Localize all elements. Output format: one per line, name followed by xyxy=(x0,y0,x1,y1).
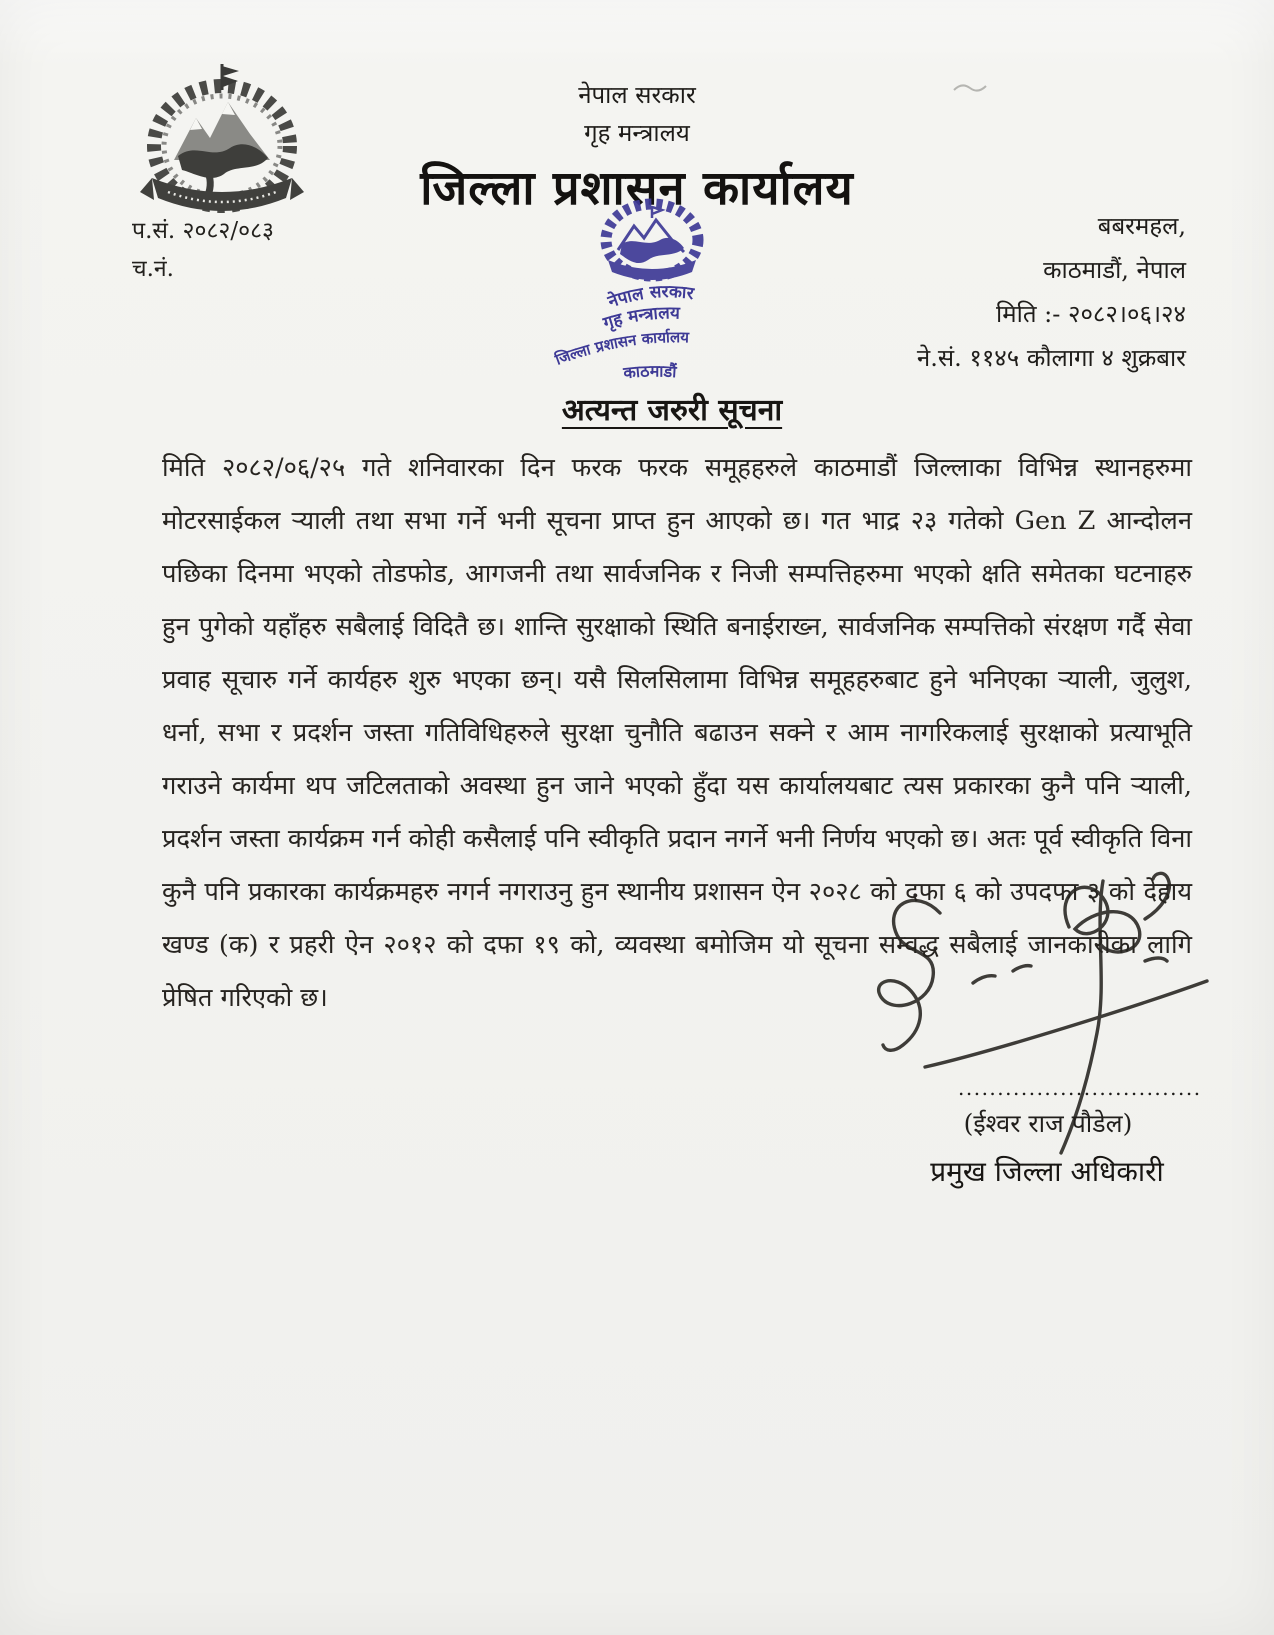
scan-artifact xyxy=(950,78,990,98)
subject-heading: अत्यन्त जरुरी सूचना xyxy=(561,393,783,428)
office-stamp-icon xyxy=(538,198,758,388)
stamp-line1: नेपाल सरकार xyxy=(605,281,696,313)
ref-number: प.सं. २०८२/०८३ xyxy=(132,218,275,244)
reference-block xyxy=(132,212,274,288)
address-date-block xyxy=(917,204,1186,380)
stamp-line2: गृह मन्त्रालय xyxy=(601,303,681,334)
signatory-name: (ईश्वर राज पौडेल) xyxy=(963,1109,1133,1138)
office-title: जिल्ला प्रशासन कार्यालय xyxy=(420,161,854,216)
stamp-line3: जिल्ला प्रशासन कार्यालय xyxy=(552,328,690,369)
letter-number: च.नं. xyxy=(132,256,174,282)
address-line1: बबरमहल, xyxy=(1097,212,1186,240)
signatory-title: प्रमुख जिल्ला अधिकारी xyxy=(930,1155,1164,1188)
stamp-line4: काठमाडौं xyxy=(622,361,678,383)
signature-dotted-line: ............................... xyxy=(958,1076,1202,1100)
date-line: मिति :- २०८२।०६।२४ xyxy=(996,300,1186,328)
letter-body: मिति २०८२/०६/२५ गते शनिवारका दिन फरक फरक समूहहरुले काठमाडौं जिल्लाका विभिन्न स्थानहरुमा मोटरसाईकल ऱ्याली तथा सभा गर्ने भनी सूचना प्राप्त हुन आएको छ। गत भाद्र २३ गतेको Gen Z आन्दोलन पछिका दिनमा भएको तोडफोड, आगजनी तथा सार्वजनिक र निजी सम्पत्तिहरुमा भएको क्षति समेतका घटनाहरु हुन पुगेको यहाँहरु सबैलाई विदितै छ। शान्ति सुरक्षाको स्थिति बनाईराख्न, सार्वजनिक सम्पत्तिको संरक्षण गर्दै सेवा प्रवाह सूचारु गर्ने कार्यहरु शुरु भएका छन्। यसै सिलसिलामा विभिन्न समूहहरुबाट हुने भनिएका ऱ्याली, जुलुश, धर्ना, सभा र प्रदर्शन जस्ता गतिविधिहरुले सुरक्षा चुनौति बढाउन सक्ने र आम नागरिकलाई सुरक्षाको प्रत्याभूति गराउने कार्यमा थप जटिलताको अवस्था हुन जाने भएको हुँदा यस कार्यालयबाट त्यस प्रकारका कुनै पनि ऱ्याली, प्रदर्शन जस्ता कार्यक्रम गर्न कोही कसैलाई पनि स्वीकृति प्रदान नगर्ने भनी निर्णय भएको छ। अतः पूर्व स्वीकृति विना कुनै पनि प्रकारका कार्यक्रमहरु नगर्न नगराउनु हुन स्थानीय प्रशासन ऐन २०२८ को दफा ६ को उपदफा ३ को देहाय खण्ड (क) र प्रहरी ऐन २०१२ को दफा १९ को, व्यवस्था बमोजिम यो सूचना सम्वद्ध सबैलाई जानकारीका लागि प्रेषित गरिएको छ। xyxy=(162,453,1192,1013)
government-name: नेपाल सरकार xyxy=(578,81,696,109)
ministry-name: गृह मन्त्रालय xyxy=(584,119,690,147)
nepal-sambat-line: ने.सं. ११४५ कौलागा ४ शुक्रबार xyxy=(916,344,1186,372)
address-line2: काठमाडौं, नेपाल xyxy=(1043,256,1186,284)
svg-text:काठमाडौं xyxy=(622,361,678,382)
